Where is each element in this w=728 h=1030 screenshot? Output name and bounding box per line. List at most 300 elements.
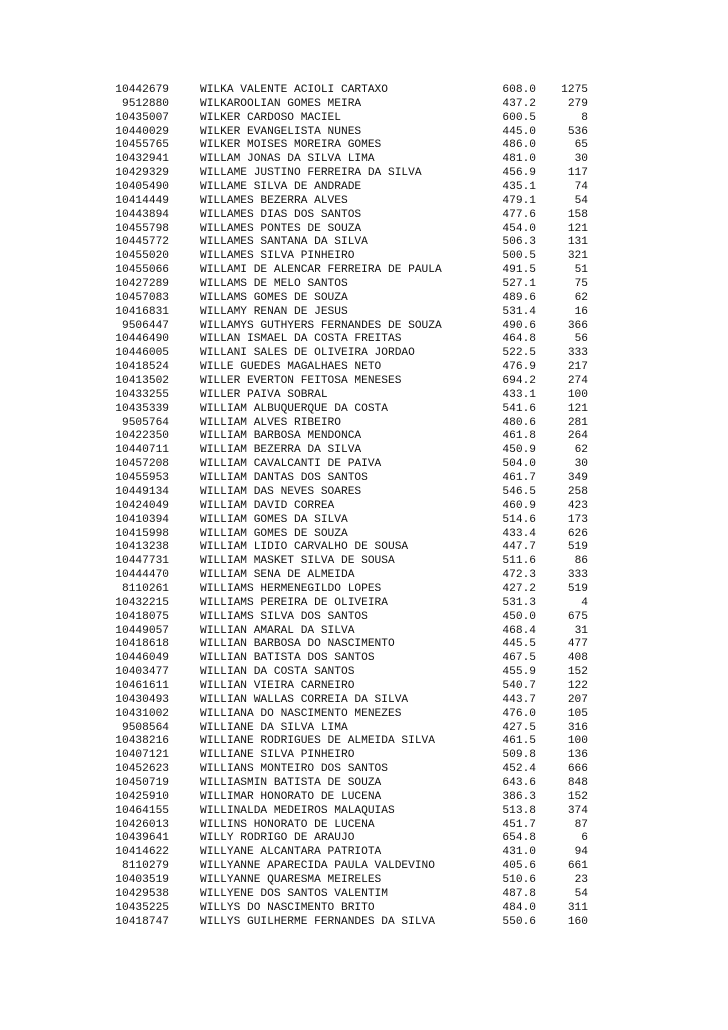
candidate-rank: 626 xyxy=(567,527,588,540)
candidate-id: 10442679 xyxy=(115,84,169,96)
candidate-name: WILLAME JUSTINO FERREIRA DA SILVA xyxy=(200,167,422,180)
list-item xyxy=(0,888,728,902)
candidate-name: WILLYANNE QUARESMA MEIRELES xyxy=(200,873,382,886)
list-item xyxy=(0,569,728,583)
candidate-score: 433.1 xyxy=(502,388,536,401)
candidate-rank: 121 xyxy=(567,222,588,235)
candidate-name: WILLIAM ALBUQUERQUE DA COSTA xyxy=(200,402,388,415)
candidate-id: 10418747 xyxy=(115,915,169,928)
candidate-rank: 423 xyxy=(567,499,588,512)
candidate-name: WILLAMYS GUTHYERS FERNANDES DE SOUZA xyxy=(200,319,442,332)
candidate-id: 10418618 xyxy=(115,638,169,651)
list-item xyxy=(0,209,728,223)
candidate-id: 10415998 xyxy=(115,527,169,540)
list-item xyxy=(0,749,728,763)
candidate-score: 514.6 xyxy=(502,513,536,526)
candidate-id: 9512880 xyxy=(122,97,169,110)
candidate-rank: 136 xyxy=(567,749,588,762)
candidate-name: WILLAMES SANTANA DA SILVA xyxy=(200,236,368,249)
candidate-score: 461.7 xyxy=(502,472,536,485)
candidate-rank: 152 xyxy=(567,790,588,803)
candidate-score: 435.1 xyxy=(502,181,536,194)
candidate-name: WILLIAN WALLAS CORREIA DA SILVA xyxy=(200,693,409,706)
candidate-id: 10426013 xyxy=(115,818,169,831)
candidate-score: 443.7 xyxy=(502,693,536,706)
candidate-score: 476.0 xyxy=(502,707,536,720)
candidate-name: WILLIMAR HONORATO DE LUCENA xyxy=(200,790,382,803)
candidate-rank: 366 xyxy=(567,319,588,332)
candidate-id: 10435225 xyxy=(115,901,169,914)
candidate-score: 486.0 xyxy=(502,139,536,152)
candidate-score: 461.5 xyxy=(502,735,536,748)
candidate-rank: 333 xyxy=(567,569,588,582)
candidate-name: WILLIAM DAS NEVES SOARES xyxy=(200,485,362,498)
candidate-id: 10440029 xyxy=(115,125,169,138)
candidate-id: 10418075 xyxy=(115,610,169,623)
list-item xyxy=(0,597,728,611)
list-item xyxy=(0,874,728,888)
candidate-name: WILLIAN AMARAL DA SILVA xyxy=(200,624,355,637)
candidate-rank: 848 xyxy=(567,776,588,789)
list-item xyxy=(0,708,728,722)
candidate-name: WILLIAM BARBOSA MENDONCA xyxy=(200,430,362,443)
list-item xyxy=(0,500,728,514)
list-item xyxy=(0,153,728,167)
candidate-rank: 131 xyxy=(567,236,588,249)
candidate-score: 477.6 xyxy=(502,208,536,221)
list-item xyxy=(0,638,728,652)
candidate-rank: 56 xyxy=(574,333,588,346)
candidate-score: 490.6 xyxy=(502,319,536,332)
list-item xyxy=(0,666,728,680)
candidate-name: WILLAN ISMAEL DA COSTA FREITAS xyxy=(200,333,402,346)
candidate-id: 10445772 xyxy=(115,236,169,249)
candidate-name: WILLYENE DOS SANTOS VALENTIM xyxy=(200,887,388,900)
candidate-name: WILKER EVANGELISTA NUNES xyxy=(200,125,362,138)
candidate-name: WILLIAMS PEREIRA DE OLIVEIRA xyxy=(200,596,388,609)
candidate-id: 10414449 xyxy=(115,194,169,207)
candidate-score: 541.6 xyxy=(502,402,536,415)
candidate-rank: 51 xyxy=(574,264,588,277)
candidate-score: 481.0 xyxy=(502,153,536,166)
candidate-name: WILLAMES SILVA PINHEIRO xyxy=(200,250,355,263)
candidate-id: 10431002 xyxy=(115,707,169,720)
list-item xyxy=(0,555,728,569)
candidate-name: WILLIAN DA COSTA SANTOS xyxy=(200,666,355,679)
candidate-id: 10455020 xyxy=(115,250,169,263)
list-item xyxy=(0,112,728,126)
candidate-score: 484.0 xyxy=(502,901,536,914)
candidate-rank: 333 xyxy=(567,347,588,360)
candidate-rank: 207 xyxy=(567,693,588,706)
candidate-rank: 74 xyxy=(574,181,588,194)
candidate-score: 427.2 xyxy=(502,582,536,595)
candidate-score: 437.2 xyxy=(502,97,536,110)
candidate-rank: 158 xyxy=(567,208,588,221)
candidate-rank: 105 xyxy=(567,707,588,720)
candidate-id: 10403519 xyxy=(115,873,169,886)
candidate-score: 654.8 xyxy=(502,832,536,845)
candidate-score: 511.6 xyxy=(502,555,536,568)
candidate-score: 427.5 xyxy=(502,721,536,734)
candidate-score: 513.8 xyxy=(502,804,536,817)
list-item xyxy=(0,403,728,417)
candidate-score: 464.8 xyxy=(502,333,536,346)
candidate-score: 694.2 xyxy=(502,375,536,388)
candidate-rank: 62 xyxy=(574,444,588,457)
candidate-id: 10449057 xyxy=(115,624,169,637)
candidate-score: 527.1 xyxy=(502,278,536,291)
candidate-score: 550.6 xyxy=(502,915,536,928)
candidate-score: 452.4 xyxy=(502,763,536,776)
candidate-id: 10446490 xyxy=(115,333,169,346)
candidate-rank: 87 xyxy=(574,818,588,831)
list-item xyxy=(0,347,728,361)
candidate-rank: 519 xyxy=(567,541,588,554)
list-item xyxy=(0,486,728,500)
list-item xyxy=(0,541,728,555)
candidate-name: WILLAMES BEZERRA ALVES xyxy=(200,194,348,207)
candidate-rank: 160 xyxy=(567,915,588,928)
candidate-id: 10452623 xyxy=(115,763,169,776)
candidate-name: WILLIAN BARBOSA DO NASCIMENTO xyxy=(200,638,395,651)
results-list xyxy=(0,84,728,929)
candidate-score: 540.7 xyxy=(502,679,536,692)
candidate-name: WILLIAM DAVID CORREA xyxy=(200,499,335,512)
list-item xyxy=(0,223,728,237)
candidate-id: 10427289 xyxy=(115,278,169,291)
candidate-rank: 54 xyxy=(574,194,588,207)
candidate-id: 8110279 xyxy=(122,860,169,873)
candidate-score: 467.5 xyxy=(502,652,536,665)
candidate-rank: 152 xyxy=(567,666,588,679)
candidate-score: 531.4 xyxy=(502,305,536,318)
candidate-rank: 86 xyxy=(574,555,588,568)
candidate-id: 10464155 xyxy=(115,804,169,817)
candidate-name: WILLAM JONAS DA SILVA LIMA xyxy=(200,153,375,166)
candidate-score: 608.0 xyxy=(502,84,536,96)
candidate-id: 10413238 xyxy=(115,541,169,554)
candidate-score: 472.3 xyxy=(502,569,536,582)
candidate-id: 10432941 xyxy=(115,153,169,166)
candidate-id: 10446049 xyxy=(115,652,169,665)
candidate-name: WILKER MOISES MOREIRA GOMES xyxy=(200,139,382,152)
candidate-name: WILLIAM LIDIO CARVALHO DE SOUSA xyxy=(200,541,409,554)
list-item xyxy=(0,611,728,625)
list-item xyxy=(0,791,728,805)
candidate-rank: 408 xyxy=(567,652,588,665)
candidate-score: 509.8 xyxy=(502,749,536,762)
candidate-id: 10457208 xyxy=(115,458,169,471)
candidate-rank: 6 xyxy=(581,832,588,845)
candidate-score: 546.5 xyxy=(502,485,536,498)
candidate-score: 461.8 xyxy=(502,430,536,443)
candidate-name: WILLANI SALES DE OLIVEIRA JORDAO xyxy=(200,347,415,360)
list-item xyxy=(0,278,728,292)
candidate-id: 10439641 xyxy=(115,832,169,845)
candidate-id: 10425910 xyxy=(115,790,169,803)
candidate-score: 455.9 xyxy=(502,666,536,679)
candidate-id: 10418524 xyxy=(115,361,169,374)
candidate-rank: 8 xyxy=(581,111,588,124)
candidate-id: 10450719 xyxy=(115,776,169,789)
list-item xyxy=(0,236,728,250)
candidate-rank: 217 xyxy=(567,361,588,374)
list-item xyxy=(0,680,728,694)
candidate-score: 431.0 xyxy=(502,846,536,859)
candidate-score: 531.3 xyxy=(502,596,536,609)
candidate-name: WILKER CARDOSO MACIEL xyxy=(200,111,341,124)
candidate-rank: 279 xyxy=(567,97,588,110)
list-item xyxy=(0,389,728,403)
candidate-name: WILLAMES PONTES DE SOUZA xyxy=(200,222,362,235)
candidate-id: 10414622 xyxy=(115,846,169,859)
candidate-name: WILLY RODRIGO DE ARAUJO xyxy=(200,832,355,845)
candidate-score: 479.1 xyxy=(502,194,536,207)
candidate-id: 10455798 xyxy=(115,222,169,235)
candidate-rank: 62 xyxy=(574,291,588,304)
candidate-id: 10444470 xyxy=(115,569,169,582)
list-item xyxy=(0,181,728,195)
list-item xyxy=(0,126,728,140)
list-item xyxy=(0,916,728,930)
candidate-name: WILLIAM DANTAS DOS SANTOS xyxy=(200,472,368,485)
candidate-rank: 100 xyxy=(567,735,588,748)
candidate-rank: 23 xyxy=(574,873,588,886)
candidate-rank: 311 xyxy=(567,901,588,914)
candidate-score: 468.4 xyxy=(502,624,536,637)
list-item xyxy=(0,860,728,874)
candidate-name: WILLIAM SENA DE ALMEIDA xyxy=(200,569,355,582)
candidate-name: WILLER PAIVA SOBRAL xyxy=(200,388,328,401)
candidate-id: 10455953 xyxy=(115,472,169,485)
candidate-score: 522.5 xyxy=(502,347,536,360)
candidate-score: 480.6 xyxy=(502,416,536,429)
candidate-rank: 675 xyxy=(567,610,588,623)
candidate-name: WILLIANE SILVA PINHEIRO xyxy=(200,749,355,762)
candidate-id: 10430493 xyxy=(115,693,169,706)
candidate-score: 489.6 xyxy=(502,291,536,304)
candidate-name: WILLIAMS SILVA DOS SANTOS xyxy=(200,610,368,623)
candidate-score: 450.0 xyxy=(502,610,536,623)
candidate-score: 487.8 xyxy=(502,887,536,900)
list-item xyxy=(0,417,728,431)
list-item xyxy=(0,763,728,777)
list-item xyxy=(0,444,728,458)
candidate-rank: 666 xyxy=(567,763,588,776)
list-item xyxy=(0,472,728,486)
list-item xyxy=(0,320,728,334)
candidate-id: 10461611 xyxy=(115,679,169,692)
candidate-name: WILLIAM CAVALCANTI DE PAIVA xyxy=(200,458,382,471)
candidate-name: WILLYS DO NASCIMENTO BRITO xyxy=(200,901,375,914)
candidate-name: WILLAMI DE ALENCAR FERREIRA DE PAULA xyxy=(200,264,442,277)
candidate-id: 10405490 xyxy=(115,181,169,194)
list-item xyxy=(0,694,728,708)
candidate-id: 10403477 xyxy=(115,666,169,679)
candidate-score: 600.5 xyxy=(502,111,536,124)
candidate-rank: 121 xyxy=(567,402,588,415)
list-item xyxy=(0,375,728,389)
candidate-id: 10410394 xyxy=(115,513,169,526)
candidate-name: WILLYANNE APARECIDA PAULA VALDEVINO xyxy=(200,860,435,873)
candidate-name: WILKAROOLIAN GOMES MEIRA xyxy=(200,97,362,110)
candidate-name: WILLIANA DO NASCIMENTO MENEZES xyxy=(200,707,402,720)
candidate-rank: 117 xyxy=(567,167,588,180)
list-item xyxy=(0,361,728,375)
candidate-rank: 16 xyxy=(574,305,588,318)
candidate-rank: 94 xyxy=(574,846,588,859)
candidate-name: WILLAME SILVA DE ANDRADE xyxy=(200,181,362,194)
candidate-score: 445.5 xyxy=(502,638,536,651)
candidate-score: 500.5 xyxy=(502,250,536,263)
candidate-rank: 536 xyxy=(567,125,588,138)
list-item xyxy=(0,430,728,444)
list-item xyxy=(0,846,728,860)
candidate-name: WILLAMY RENAN DE JESUS xyxy=(200,305,348,318)
candidate-id: 9506447 xyxy=(122,319,169,332)
candidate-rank: 258 xyxy=(567,485,588,498)
list-item xyxy=(0,195,728,209)
candidate-score: 460.9 xyxy=(502,499,536,512)
candidate-name: WILLYS GUILHERME FERNANDES DA SILVA xyxy=(200,915,435,928)
candidate-id: 10429538 xyxy=(115,887,169,900)
candidate-score: 386.3 xyxy=(502,790,536,803)
candidate-id: 10422350 xyxy=(115,430,169,443)
candidate-rank: 321 xyxy=(567,250,588,263)
candidate-rank: 274 xyxy=(567,375,588,388)
candidate-id: 10443894 xyxy=(115,208,169,221)
candidate-id: 10432215 xyxy=(115,596,169,609)
candidate-rank: 519 xyxy=(567,582,588,595)
candidate-id: 10455765 xyxy=(115,139,169,152)
list-item xyxy=(0,625,728,639)
candidate-name: WILLIAM BEZERRA DA SILVA xyxy=(200,444,362,457)
candidate-name: WILLIAM MASKET SILVA DE SOUSA xyxy=(200,555,395,568)
candidate-id: 10438216 xyxy=(115,735,169,748)
candidate-rank: 316 xyxy=(567,721,588,734)
candidate-score: 476.9 xyxy=(502,361,536,374)
list-item xyxy=(0,528,728,542)
list-item xyxy=(0,722,728,736)
candidate-rank: 1275 xyxy=(561,84,588,96)
candidate-score: 510.6 xyxy=(502,873,536,886)
candidate-rank: 173 xyxy=(567,513,588,526)
candidate-score: 433.4 xyxy=(502,527,536,540)
list-item xyxy=(0,805,728,819)
candidate-name: WILLIAN BATISTA DOS SANTOS xyxy=(200,652,375,665)
list-item xyxy=(0,333,728,347)
candidate-name: WILLIAM GOMES DA SILVA xyxy=(200,513,348,526)
candidate-id: 9505764 xyxy=(122,416,169,429)
candidate-score: 643.6 xyxy=(502,776,536,789)
list-item xyxy=(0,167,728,181)
candidate-name: WILLIANE RODRIGUES DE ALMEIDA SILVA xyxy=(200,735,435,748)
list-item xyxy=(0,264,728,278)
candidate-name: WILLE GUEDES MAGALHAES NETO xyxy=(200,361,382,374)
candidate-id: 10457083 xyxy=(115,291,169,304)
candidate-rank: 477 xyxy=(567,638,588,651)
candidate-id: 10413502 xyxy=(115,375,169,388)
candidate-score: 491.5 xyxy=(502,264,536,277)
candidate-name: WILLINALDA MEDEIROS MALAQUIAS xyxy=(200,804,395,817)
candidate-id: 10416831 xyxy=(115,305,169,318)
list-item xyxy=(0,902,728,916)
candidate-score: 447.7 xyxy=(502,541,536,554)
candidate-id: 10447731 xyxy=(115,555,169,568)
list-item xyxy=(0,458,728,472)
candidate-name: WILLIANS MONTEIRO DOS SANTOS xyxy=(200,763,388,776)
candidate-rank: 264 xyxy=(567,430,588,443)
candidate-id: 10455066 xyxy=(115,264,169,277)
candidate-score: 454.0 xyxy=(502,222,536,235)
candidate-score: 504.0 xyxy=(502,458,536,471)
candidate-score: 456.9 xyxy=(502,167,536,180)
list-item xyxy=(0,98,728,112)
candidate-id: 10433255 xyxy=(115,388,169,401)
candidate-name: WILLIAM GOMES DE SOUZA xyxy=(200,527,348,540)
candidate-name: WILLIASMIN BATISTA DE SOUZA xyxy=(200,776,382,789)
candidate-rank: 349 xyxy=(567,472,588,485)
candidate-score: 405.6 xyxy=(502,860,536,873)
candidate-rank: 661 xyxy=(567,860,588,873)
list-item xyxy=(0,652,728,666)
candidate-id: 10440711 xyxy=(115,444,169,457)
candidate-score: 506.3 xyxy=(502,236,536,249)
candidate-score: 445.0 xyxy=(502,125,536,138)
list-item xyxy=(0,514,728,528)
candidate-name: WILLIAM ALVES RIBEIRO xyxy=(200,416,341,429)
list-item xyxy=(0,819,728,833)
candidate-rank: 54 xyxy=(574,887,588,900)
candidate-rank: 31 xyxy=(574,624,588,637)
candidate-rank: 100 xyxy=(567,388,588,401)
candidate-id: 10407121 xyxy=(115,749,169,762)
list-item xyxy=(0,583,728,597)
candidate-name: WILKA VALENTE ACIOLI CARTAXO xyxy=(200,84,388,96)
candidate-name: WILLIAMS HERMENEGILDO LOPES xyxy=(200,582,382,595)
list-item xyxy=(0,777,728,791)
list-item xyxy=(0,832,728,846)
candidate-score: 451.7 xyxy=(502,818,536,831)
candidate-name: WILLAMS GOMES DE SOUZA xyxy=(200,291,348,304)
candidate-id: 8110261 xyxy=(122,582,169,595)
candidate-name: WILLINS HONORATO DE LUCENA xyxy=(200,818,375,831)
candidate-rank: 65 xyxy=(574,139,588,152)
list-item xyxy=(0,735,728,749)
candidate-name: WILLAMES DIAS DOS SANTOS xyxy=(200,208,362,221)
list-item xyxy=(0,292,728,306)
candidate-name: WILLER EVERTON FEITOSA MENESES xyxy=(200,375,402,388)
list-item xyxy=(0,306,728,320)
list-item xyxy=(0,139,728,153)
candidate-name: WILLYANE ALCANTARA PATRIOTA xyxy=(200,846,382,859)
candidate-rank: 281 xyxy=(567,416,588,429)
candidate-id: 10429329 xyxy=(115,167,169,180)
candidate-score: 450.9 xyxy=(502,444,536,457)
candidate-rank: 374 xyxy=(567,804,588,817)
candidate-rank: 75 xyxy=(574,278,588,291)
candidate-name: WILLIANE DA SILVA LIMA xyxy=(200,721,348,734)
candidate-id: 9508564 xyxy=(122,721,169,734)
candidate-id: 10424049 xyxy=(115,499,169,512)
list-item xyxy=(0,84,728,98)
candidate-rank: 122 xyxy=(567,679,588,692)
candidate-name: WILLIAN VIEIRA CARNEIRO xyxy=(200,679,355,692)
candidate-id: 10449134 xyxy=(115,485,169,498)
candidate-rank: 4 xyxy=(581,596,588,609)
candidate-rank: 30 xyxy=(574,458,588,471)
